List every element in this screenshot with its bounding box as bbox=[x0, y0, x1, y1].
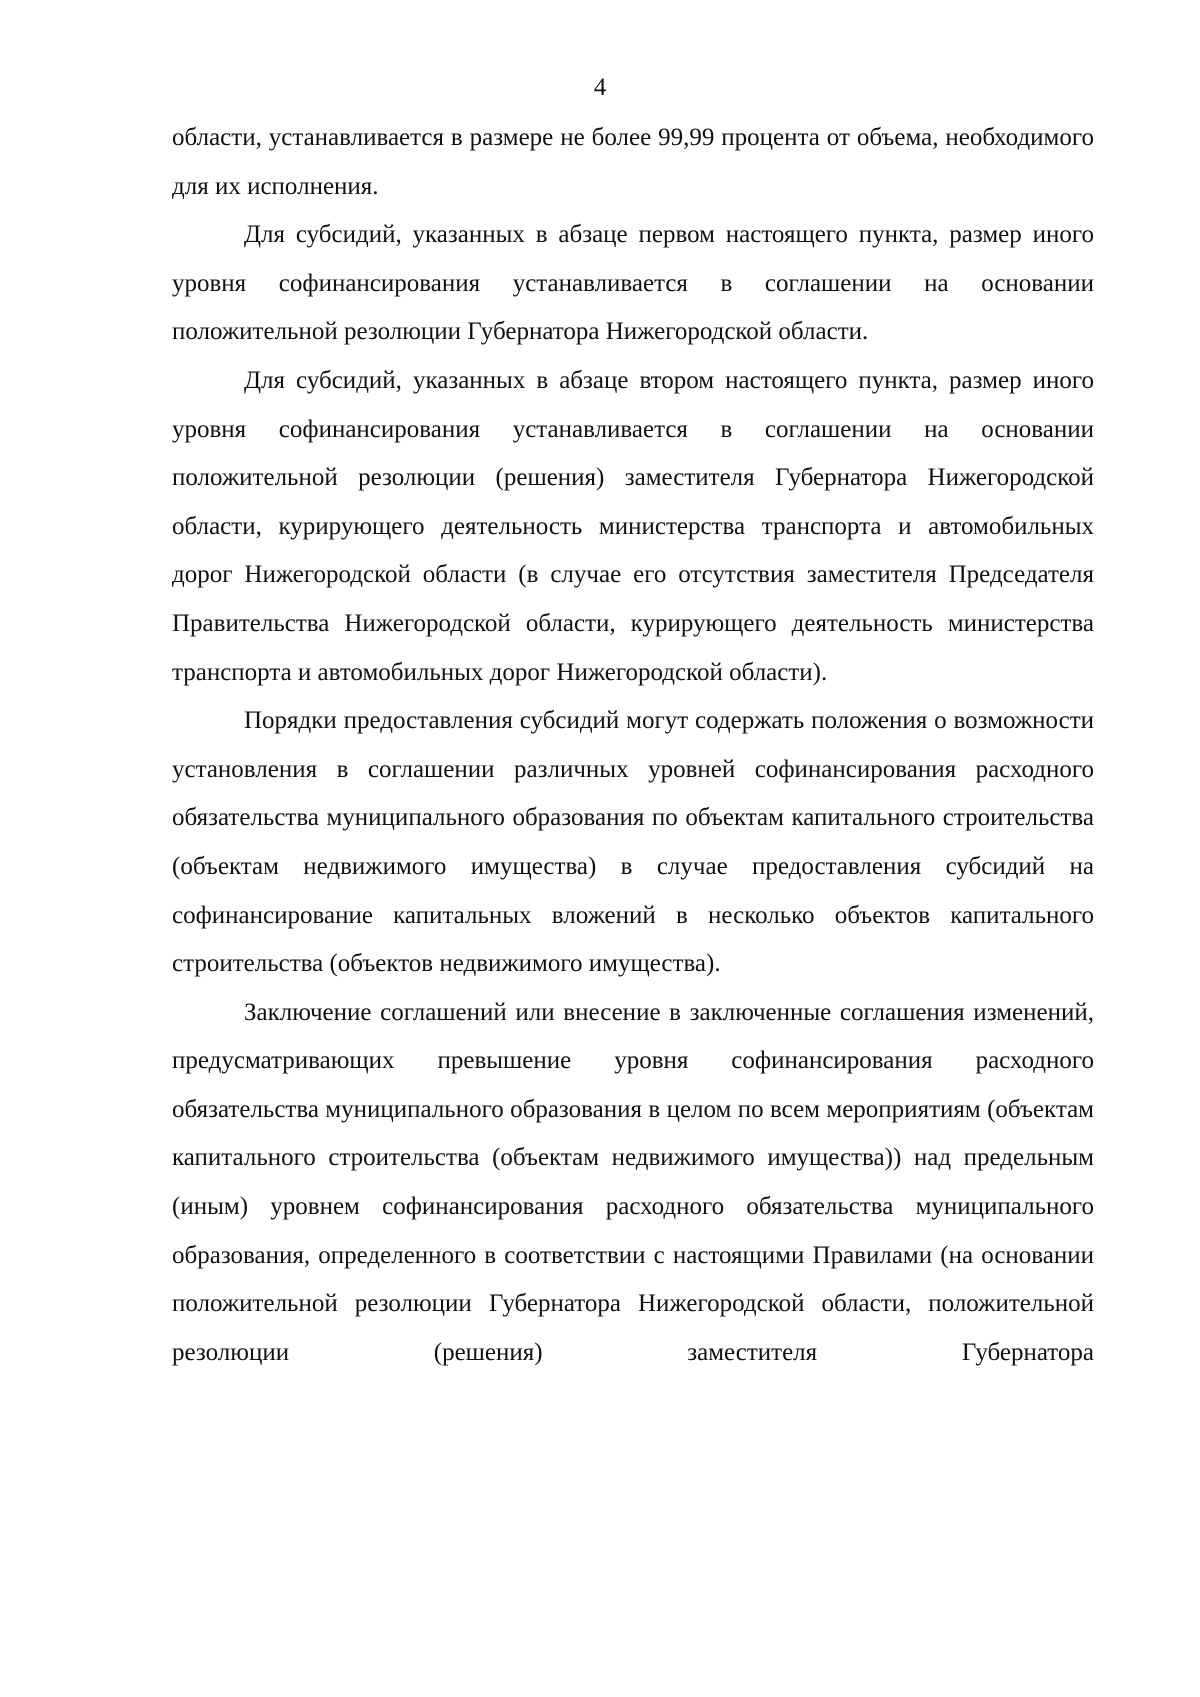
paragraph-5: Заключение соглашений или внесение в заключенные соглашения изменений, предусматривающих превышение уровня софинансирования расходного обязательства муниципального образования в целом по всем мероприятиям (объектам капитального строительства (объектам недвижимого имущества)) над предельным (иным) уровнем софинансирования расходного обязательства муниципального образования, определенного в соответствии с настоящими Правилами (на основании положительной резолюции Губернатора Нижегородской области, положительной резолюции (решения) заместителя Губернатора bbox=[172, 998, 1094, 1366]
page-number: 4 bbox=[593, 74, 607, 101]
paragraph-3: Для субсидий, указанных в абзаце втором настоящего пункта, размер иного уровня софинансирования устанавливается в соглашении на основании положительной резолюции (решения) заместителя Губернатора Нижегородской области, курирующего деятельность министерства транспорта и автомобильных дорог Нижегородской области (в случае его отсутствия заместителя Председателя Правительства Нижегородской области, курирующего деятельность министерства транспорта и автомобильных дорог Нижегородской области). bbox=[172, 366, 1094, 686]
paragraph-4: Порядки предоставления субсидий могут содержать положения о возможности установления в соглашении различных уровней софинансирования расходного обязательства муниципального образования по объектам капитального строительства (объектам недвижимого имущества) в случае предоставления субсидий на софинансирование капитальных вложений в несколько объектов капитального строительства (объектов недвижимого имущества). bbox=[172, 707, 1094, 978]
paragraph-1: области, устанавливается в размере не более 99,99 процента от объема, необходимого для их исполнения. bbox=[172, 124, 1094, 200]
paragraph-2: Для субсидий, указанных в абзаце первом настоящего пункта, размер иного уровня софинансирования устанавливается в соглашении на основании положительной резолюции Губернатора Нижегородской области. bbox=[172, 221, 1094, 346]
document-body bbox=[172, 114, 1094, 1377]
